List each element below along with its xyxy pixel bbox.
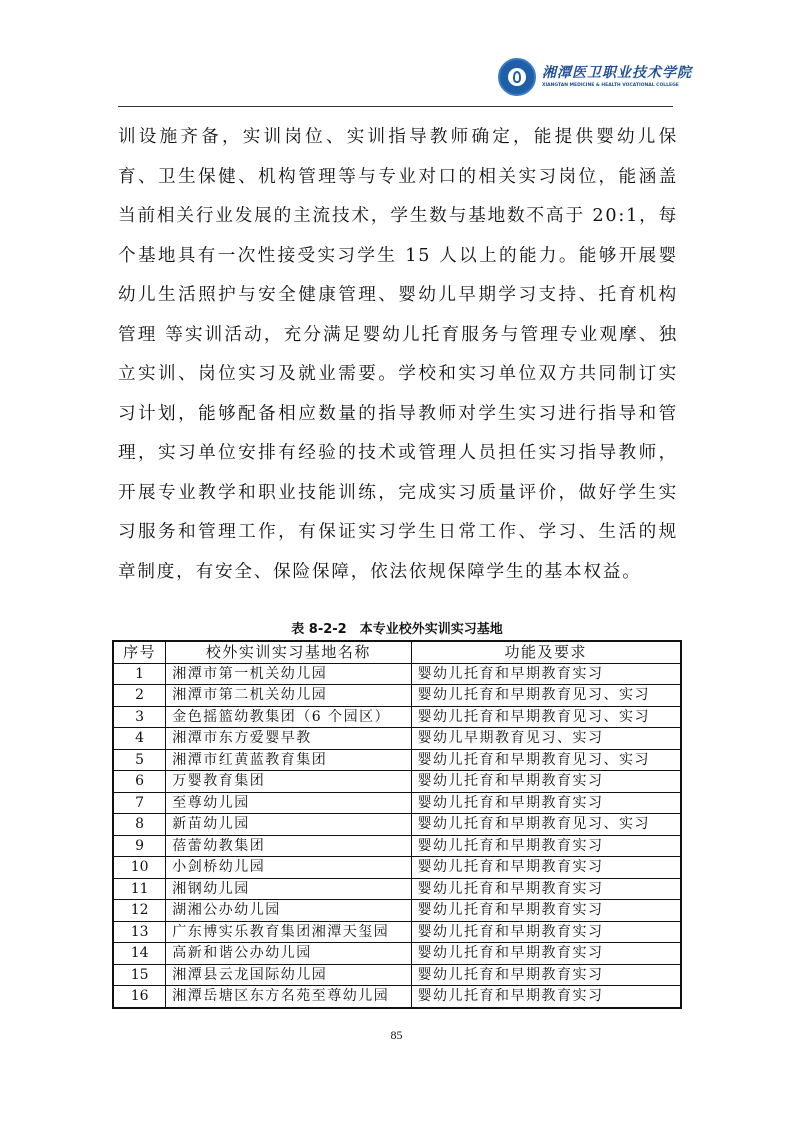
base-name: 小剑桥幼儿园 xyxy=(166,857,411,879)
table-row xyxy=(113,900,681,922)
table-row xyxy=(113,771,681,793)
table-row xyxy=(113,663,681,685)
table-row xyxy=(113,749,681,771)
row-number: 14 xyxy=(113,943,166,965)
practice-bases-table xyxy=(112,640,682,1009)
base-name: 湖湘公办幼儿园 xyxy=(166,900,411,922)
base-name: 湘钢幼儿园 xyxy=(166,878,411,900)
row-number: 3 xyxy=(113,706,166,728)
table-header-row xyxy=(113,641,681,663)
base-name: 万婴教育集团 xyxy=(166,771,411,793)
row-number: 12 xyxy=(113,900,166,922)
base-function: 婴幼儿托育和早期教育见习、实习 xyxy=(411,706,681,728)
table-row xyxy=(113,921,681,943)
base-name: 湘潭市红黄蓝教育集团 xyxy=(166,749,411,771)
base-name: 金色摇篮幼教集团（6 个园区） xyxy=(166,706,411,728)
table-row xyxy=(113,706,681,728)
row-number: 11 xyxy=(113,878,166,900)
row-number: 16 xyxy=(113,986,166,1008)
row-number: 9 xyxy=(113,835,166,857)
row-number: 8 xyxy=(113,814,166,836)
base-name: 蓓蕾幼教集团 xyxy=(166,835,411,857)
base-name: 湘潭市第二机关幼儿园 xyxy=(166,685,411,707)
college-logo xyxy=(498,58,692,98)
college-name-en: XIANGTAN MEDICINE & HEALTH VOCATIONAL COLLEGE xyxy=(542,83,679,88)
table-row xyxy=(113,685,681,707)
base-function: 婴幼儿托育和早期教育实习 xyxy=(411,921,681,943)
row-number: 1 xyxy=(113,663,166,685)
base-name: 新苗幼儿园 xyxy=(166,814,411,836)
base-name: 湘潭岳塘区东方名苑至尊幼儿园 xyxy=(166,986,411,1008)
base-function: 婴幼儿托育和早期教育见习、实习 xyxy=(411,749,681,771)
table-caption: 表 8-2-2 本专业校外实训实习基地 xyxy=(291,622,503,637)
header-no: 序号 xyxy=(113,641,166,663)
base-function: 婴幼儿托育和早期教育实习 xyxy=(411,771,681,793)
table-row xyxy=(113,857,681,879)
row-number: 13 xyxy=(113,921,166,943)
base-name: 湘潭市第一机关幼儿园 xyxy=(166,663,411,685)
college-seal-icon xyxy=(498,58,536,96)
row-number: 6 xyxy=(113,771,166,793)
row-number: 5 xyxy=(113,749,166,771)
row-number: 10 xyxy=(113,857,166,879)
row-number: 4 xyxy=(113,728,166,750)
table-row xyxy=(113,986,681,1008)
table-row xyxy=(113,964,681,986)
base-function: 婴幼儿托育和早期教育实习 xyxy=(411,900,681,922)
base-name: 高新和谐公办幼儿园 xyxy=(166,943,411,965)
row-number: 7 xyxy=(113,792,166,814)
base-function: 婴幼儿托育和早期教育实习 xyxy=(411,964,681,986)
base-function: 婴幼儿托育和早期教育实习 xyxy=(411,986,681,1008)
page-number: 85 xyxy=(390,1028,403,1042)
table-row xyxy=(113,878,681,900)
base-function: 婴幼儿托育和早期教育实习 xyxy=(411,943,681,965)
table-row xyxy=(113,943,681,965)
base-name: 湘潭市东方爱婴早教 xyxy=(166,728,411,750)
base-function: 婴幼儿托育和早期教育见习、实习 xyxy=(411,685,681,707)
table-row xyxy=(113,728,681,750)
body-paragraph: 训设施齐备，实训岗位、实训指导教师确定，能提供婴幼儿保育、卫生保健、机构管理等与专业对口的相关实习岗位，能涵盖当前相关行业发展的主流技术，学生数与基地数不高于 20:1，每个基地具有一次性接受实习学生 15 人以上的能力。能够开展婴幼儿生活照护与安全健康管理、婴幼儿早期学习支持、托育机构管理 等实训活动，充分满足婴幼儿托育服务与管理专业观摩、独立实训、岗位实习及就业需要。学校和实习单位双方共同制订实习计划，能够配备相应数量的指导教师对学生实习进行指导和管理，实习单位安排有经验的技术或管理人员担任实习指导教师，开展专业教学和职业技能训练，完成实习质量评价，做好学生实习服务和管理工作，有保证实习学生日常工作、学习、生活的规章制度，有安全、保险保障，依法依规保障学生的基本权益。 xyxy=(118,127,678,582)
base-name: 广东博实乐教育集团湘潭天玺园 xyxy=(166,921,411,943)
college-name-cn: 湘潭医卫职业技术学院 xyxy=(542,65,692,81)
base-name: 至尊幼儿园 xyxy=(166,792,411,814)
base-function: 婴幼儿托育和早期教育实习 xyxy=(411,878,681,900)
base-function: 婴幼儿托育和早期教育实习 xyxy=(411,835,681,857)
base-function: 婴幼儿早期教育见习、实习 xyxy=(411,728,681,750)
table-row xyxy=(113,792,681,814)
base-function: 婴幼儿托育和早期教育实习 xyxy=(411,792,681,814)
base-function: 婴幼儿托育和早期教育见习、实习 xyxy=(411,814,681,836)
table-row xyxy=(113,835,681,857)
base-function: 婴幼儿托育和早期教育实习 xyxy=(411,857,681,879)
row-number: 15 xyxy=(113,964,166,986)
base-name: 湘潭县云龙国际幼儿园 xyxy=(166,964,411,986)
row-number: 2 xyxy=(113,685,166,707)
header-divider xyxy=(118,106,673,107)
header-name: 校外实训实习基地名称 xyxy=(166,641,411,663)
body-paragraph-container xyxy=(118,118,678,592)
table-row xyxy=(113,814,681,836)
base-function: 婴幼儿托育和早期教育实习 xyxy=(411,663,681,685)
header-function: 功能及要求 xyxy=(411,641,681,663)
